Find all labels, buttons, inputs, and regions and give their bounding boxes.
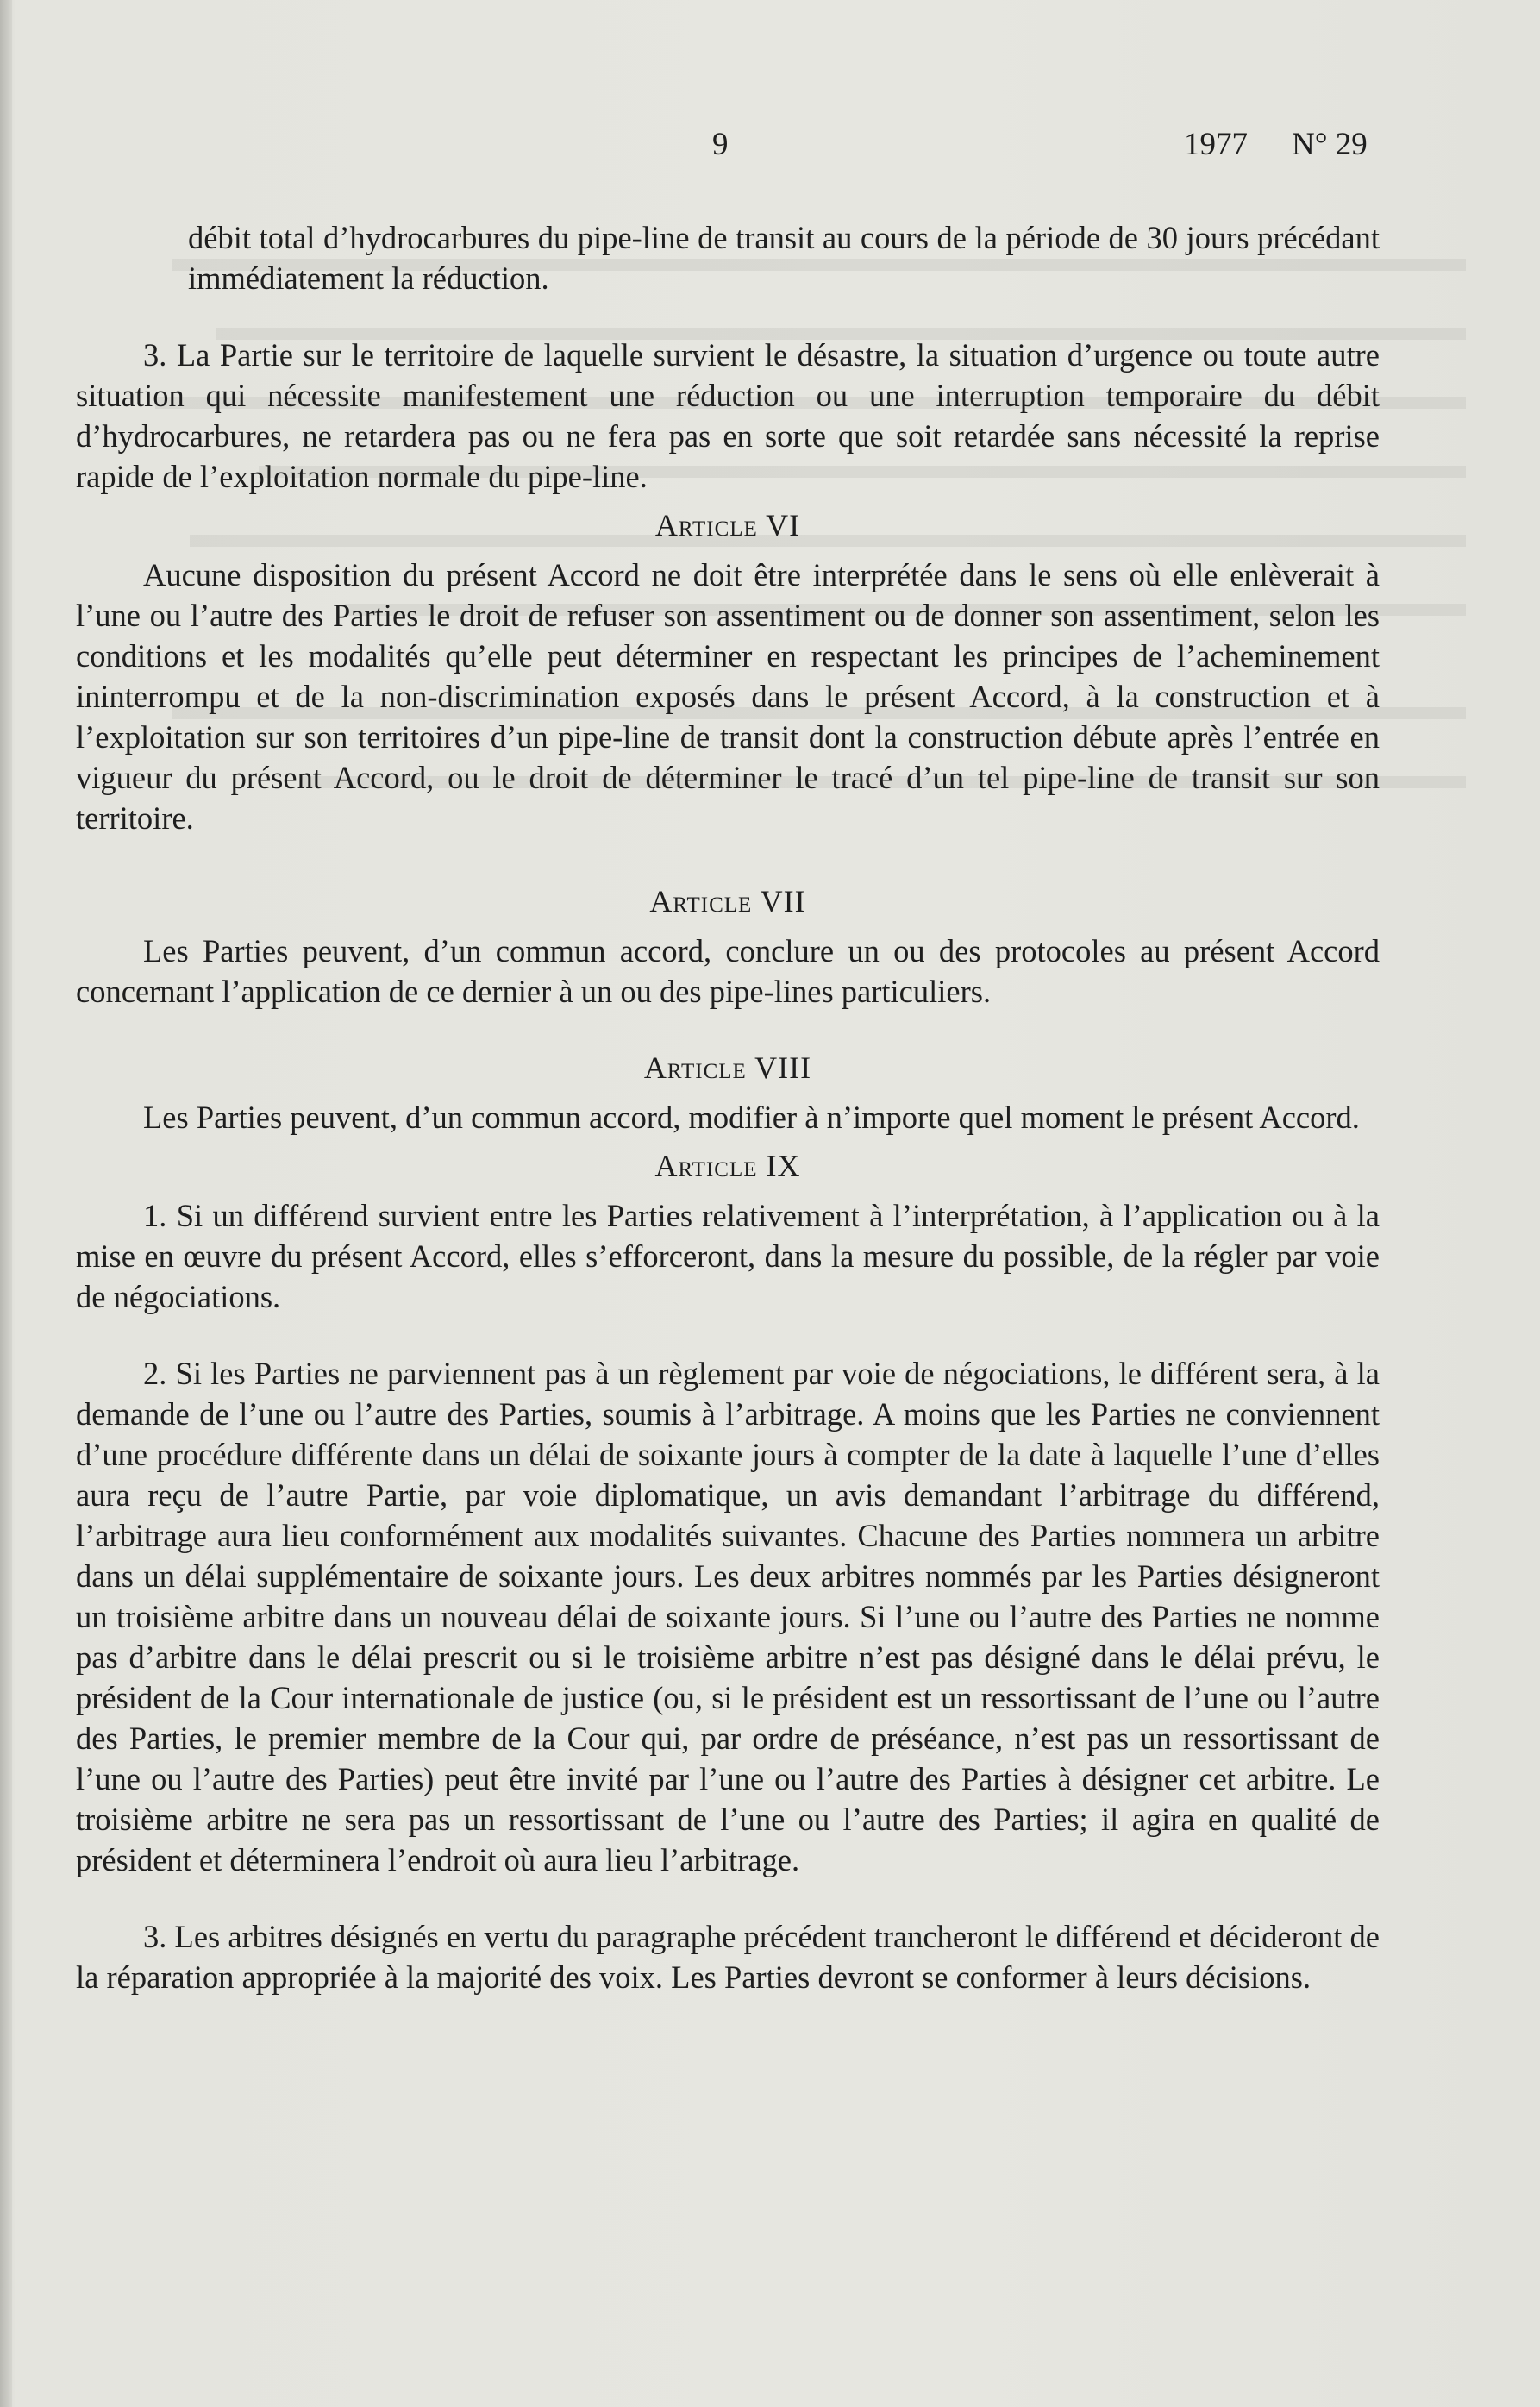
paragraph-article-ix-3: 3. Les arbitres désignés en vertu du paragraphe précédent trancheront le différend et décideront de la réparation appropriée à la majorité des voix. Les Parties devront se conformer à leurs décisions. <box>76 1919 1380 1995</box>
header-issue-number: N° 29 <box>1292 127 1368 162</box>
running-header <box>0 126 1540 169</box>
binding-edge <box>0 0 12 2407</box>
paragraph-article-vi: Aucune disposition du présent Accord ne doit être interprétée dans le sens où elle enlèverait à l’une ou l’autre des Parties le droit de refuser son assentiment ou de donner son assentiment, selon les conditions et les modalités qu’elle peut déterminer en respectant les principes de l’acheminement ininterrompu et de la non-discrimination exposés dans le présent Accord, à la construction et à l’exploitation sur son territoires d’un pipe-line de transit dont la construction débute après l’entrée en vigueur du présent Accord, ou le droit de déterminer le tracé d’un tel pipe-line de transit sur son territoire. <box>76 557 1380 836</box>
document-body <box>76 217 1380 1997</box>
heading-article-viii: Article VIII <box>643 1050 812 1085</box>
heading-article-ix: Article IX <box>654 1149 801 1183</box>
paragraph-article-ix-2: 2. Si les Parties ne parviennent pas à un règlement par voie de négociations, le différent sera, à la demande de l’une ou l’autre des Parties, soumis à l’arbitrage. A moins que les Parties ne conviennent d’une procédure différente dans un délai de soixante jours à compter de la date à laquelle l’une d’elles aura reçu de l’autre Partie, par voie diplomatique, un avis demandant l’arbitrage du différend, l’arbitrage aura lieu conformément aux modalités suivantes. Chacune des Parties nommera un arbitre dans un délai supplémentaire de soixante jours. Les deux arbitres nommés par les Parties désigneront un troisième arbitre dans un nouveau délai de soixante jours. Si l’une ou l’autre des Parties ne nomme pas d’arbitre dans le délai prescrit ou si le troisième arbitre n’est pas désigné dans le délai prévu, le président de la Cour internationale de justice (ou, si le président est un ressortissant de l’une ou l’autre des Parties, le premier membre de la Cour qui, par ordre de préséance, n’est pas un ressortissant de l’une ou l’autre des Parties) peut être invité par l’une ou l’autre des Parties à désigner cet arbitre. Le troisième arbitre ne sera pas un ressortissant de l’une ou l’autre des Parties; il agira en qualité de président et déterminera l’endroit où aura lieu l’arbitrage. <box>76 1356 1380 1877</box>
paragraph-article-vii: Les Parties peuvent, d’un commun accord, conclure un ou des protocoles au présent Accord concernant l’application de ce dernier à un ou des pipe-lines particuliers. <box>76 933 1380 1009</box>
header-year: 1977 <box>1184 127 1248 162</box>
paragraph-article-v-3: 3. La Partie sur le territoire de laquelle survient le désastre, la situation d’urgence ou toute autre situation qui nécessite manifestement une réduction ou une interruption temporaire du débit d’hydrocarbures, ne retardera pas ou ne fera pas en sorte que soit retardée sans nécessité la reprise rapide de l’exploitation normale du pipe-line. <box>76 337 1380 494</box>
page-number: 9 <box>712 127 729 162</box>
paragraph-article-ix-1: 1. Si un différend survient entre les Parties relativement à l’interprétation, à l’application ou à la mise en œuvre du présent Accord, elles s’efforceront, dans la mesure du possible, de la régler par voie de négociations. <box>76 1198 1380 1314</box>
paragraph-continuation: débit total d’hydrocarbures du pipe-line de transit au cours de la période de 30 jours précédant immédiatement la réduction. <box>188 220 1380 296</box>
heading-article-vii: Article VII <box>649 884 806 918</box>
paragraph-article-viii: Les Parties peuvent, d’un commun accord, modifier à n’importe quel moment le présent Accord. <box>143 1100 1360 1135</box>
heading-article-vi: Article VI <box>654 508 801 542</box>
